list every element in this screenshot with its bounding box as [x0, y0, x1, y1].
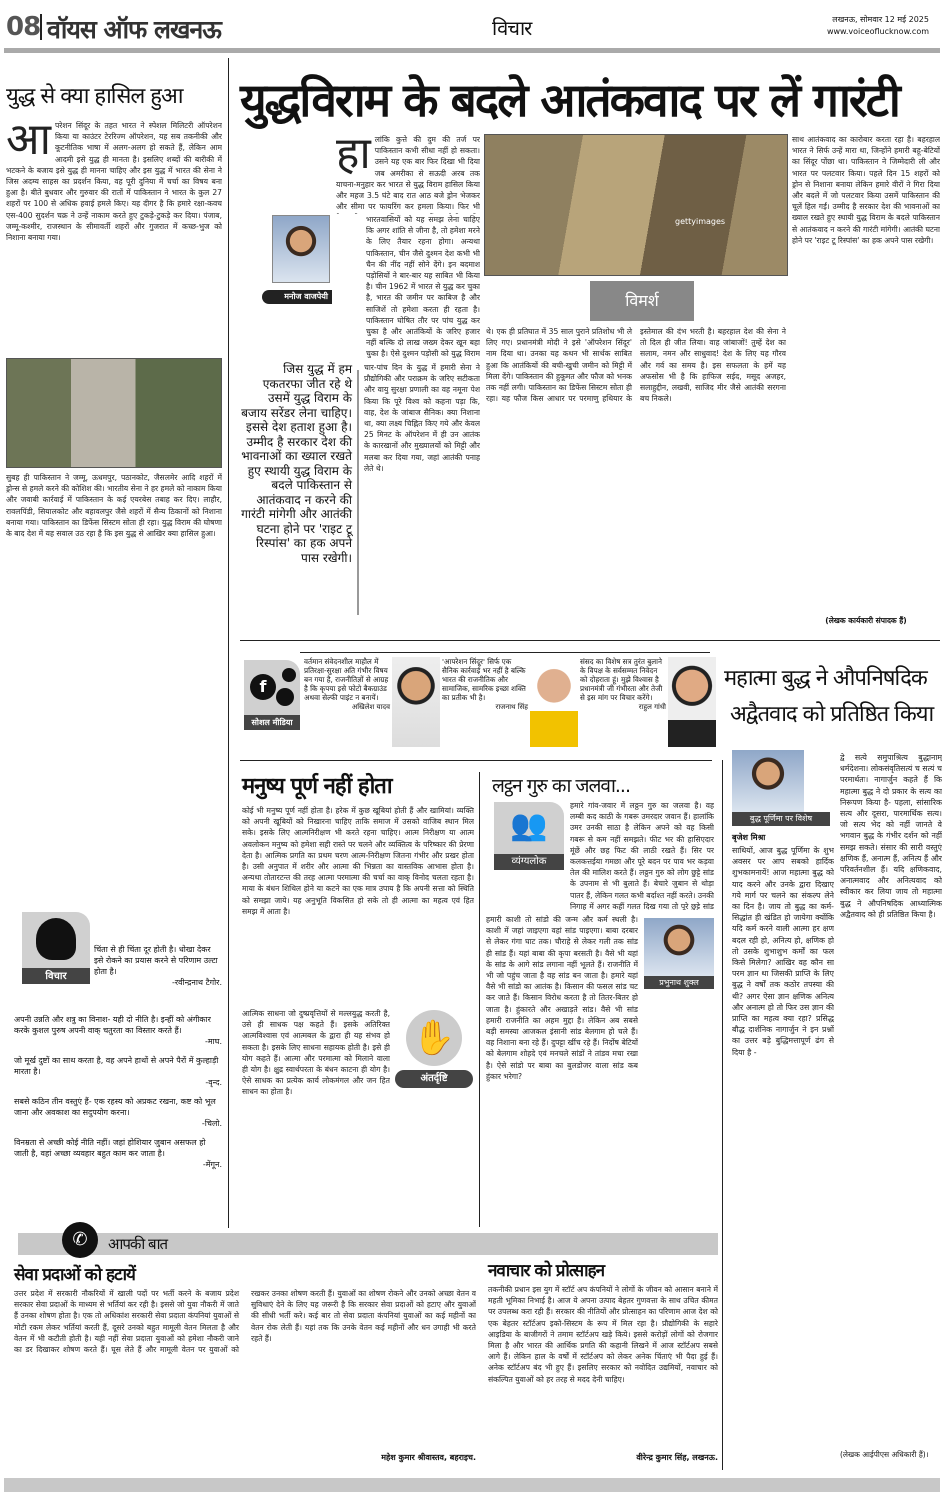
manushya-headline: मनुष्य पूर्ण नहीं होता [242, 774, 392, 799]
column-divider [479, 772, 480, 1227]
manushya-body-2: आत्मिक साधना जो दुष्प्रवृत्तियों से मल्लयुद्ध करती है, उसे ही साधक पक्ष कहते हैं। इसके अतिरिक्त आत्मविश्वास एवं आत्मबल के द्वारा ही यह संभव हो सकता है। इसके लिए साधना सहायक होती है। इसे ही योग कहते हैं। आत्मा और परमात्मा को मिलाने वाला ही योग है। क्षुद्र स्वार्थपरता के बंधन काटना ही योग है। ऐसे साधक का प्रत्येक कार्य लोकमंगल और जन हित साधन का होता है। [242, 1009, 390, 1097]
left-article-body-2: सुबह ही पाकिस्तान ने जम्मू, ऊधमपुर, पठानकोट, जैसलमेर आदि शहरों में ड्रोन्स से हमले करने की कोशिश की। भारतीय सेना ने हर हमले को नाकाम किया और जवाबी कार्रवाई में पाकिस्तान के कई एयरबेस तबाह कर दिए। लाहौर, रावलपिंडी, सियालकोट और बहावलपुर जैसे शहरों में सैन्य ठिकानों को निशाना बनाया गया। पाकिस्तान का डिफेंस सिस्टम सोता ही रहा। युद्ध विराम की घोषणा के बाद देश में यह सवाल उठ रहा है कि इस युद्ध से आखिर क्या हासिल हुआ। [6, 473, 222, 539]
rajnath-photo [530, 657, 578, 747]
main-headline: युद्धविराम के बदले आतंकवाद पर लें गारंटी [240, 73, 899, 127]
buddha-author-photo [732, 750, 804, 812]
buddha-headline-2: अद्वैतवाद को प्रतिष्ठित किया [730, 702, 934, 727]
social-icon-box [244, 660, 300, 730]
drop-cap: हा [336, 134, 371, 179]
lathan-body-2: हमारी काशी तो सांडो की जन्म और कर्म स्थली है। काशी में जहां जाइएगा वहां सांड पाइएगा। बाबा दरबार से लेकर गंगा घाट तक। चौराहे से लेकर गली तक सांड ही सांड हैं। यहां बाबा की कृपा बरसती है। वैसे भी यहां के सांड के आगे सांड लगाना नहीं भूलते हैं। राजनीति में भी जो पहुंच जाता है वह सांड बन जाता है। हमारे यहां वैसे भी सांडो का आतंक है। किसान की फसल सांड चट कर जाते हैं। किसान विरोध करता है तो तितर-बितर हो जाता है। हुंकारते और अखाड़ते सांड। वैसे भी सांड हमारी राजनीति का अहम मुद्दा है। लेकिन अब सबसे बड़ी समस्या आजकल इंसानी सांड बेलगाम हो चले हैं। वह निशाना बना रहे हैं। दुपट्टा खींच रहे हैं। निर्दोष बेटियों को बेलगाम शोहदे एवं मनचले सांडों ने तांडव मचा रखा है। ऐसे सांडो पर बाबा का बुलडोजर वाला सांड कब हुंकार भरेगा? [486, 915, 638, 1081]
footer-bar [4, 1478, 940, 1492]
whatsapp-icon [282, 668, 296, 682]
header-rule [4, 48, 940, 53]
facebook-icon: f [250, 674, 276, 700]
social-post-1-author: अखिलेश यादव [351, 703, 390, 711]
satire-label: व्यंग्यलोक [494, 854, 564, 870]
twitter-icon [276, 688, 294, 706]
insight-label: अंतर्दृष्टि [395, 1070, 473, 1088]
thought-icon-box [22, 912, 90, 984]
lathan-author-photo [644, 918, 714, 976]
insight-icon [395, 1010, 473, 1102]
letter-2-author: वीरेन्द्र कुमार सिंह, लखनऊ. [636, 1453, 718, 1462]
hamsa-hand-icon: ✋ [406, 1010, 462, 1066]
quote-divider [357, 370, 359, 615]
main-article-col-2: चार-पांच दिन के युद्ध में हमारी सेना ने प्रौद्योगिकी और पराक्रम के जरिए सटीकता और वायु सुरक्षा प्रणाली का वह नमूना पेश किया कि पूरे विश्व को कहना पड़ा कि, वाह, देश के जांबाज सैनिक। क्या निशाना था, क्या लक्ष्य चिह्नित किए गये और केवल 25 मिनट के ऑपरेशन में ही उन आतंक के कारखानों और मुख्यालयों को मिट्टी और मलबा कर दिया गया, जहां आतंकी पनाह लेते थे। [364, 363, 480, 473]
buddha-body-1: साथियों, आज बुद्ध पूर्णिमा के शुभ अवसर पर आप सबको हार्दिक शुभकामनायें! आज महात्मा बुद्ध को याद करने और उनके द्वारा दिखाए गये मार्ग पर चलने का संकल्प लेने का दिन है। जाय तो बुद्ध का कर्म-सिद्धांत ही खंडित हो जायेगा क्योंकि यदि कर्म करने वाली आत्मा हर क्षण बदल रही हो, अनित्य हो, क्षणिक हो तो उसके शुभाशुभ कर्मों का फल किसे मिलेगा? आखिर वह कौन सा परम ज्ञान था जिसकी प्राप्ति के लिए बुद्ध ने वर्षों तक कठोर तपस्या की थी? अगर ऐसा ज्ञान क्षणिक अनित्य और अनात्म हो तो फिर उस ज्ञान की प्राप्ति का महत्व क्या रहा? प्रसिद्ध बौद्ध दार्शनिक नागार्जुन ने इन प्रश्नों का उत्तर बड़े बुद्धिमत्तापूर्ण ढंग से दिया है - [732, 846, 834, 1057]
pull-quote: जिस युद्ध में हम एकतरफा जीत रहे थे उसमें युद्ध विराम के बजाय सरेंडर लेना चाहिए। इससे देश हताश हुआ है। उम्मीद है सरकार देश की भावनाओं का ख्याल रखते हुए स्थायी युद्ध विराम के बदले पाकिस्तान से आतंकवाद न करने की गारंटी मांगेगी और आतंकी घटना होने पर 'राइट टू रिस्पांस' का हक अपने पास रखेगी। [241, 362, 352, 565]
lathan-headline: लट्ठन गुरु का जलवा... [492, 775, 630, 797]
head-icon [36, 918, 76, 960]
press-briefing-photo [6, 358, 222, 468]
column-divider [228, 58, 229, 1228]
quote-3-author: -वृन्द. [205, 1078, 222, 1087]
social-post-2-author: राजनाथ सिंह [495, 703, 528, 711]
section-title: विचार [492, 16, 532, 40]
quote-4-author: -चिलो. [201, 1119, 222, 1128]
left-article-body: आपरेशन सिंदूर के तहत भारत ने स्पेशल मिलिटरी ऑपरेशन किया या काउंटर टेररिज्म ऑपरेशन, यह सब तकनीकी और कूटनीतिक भाषा में अलग-अलग हो सकते हैं, लेकिन आम आदमी इसे युद्ध ही मानता है। इसलिए शब्दों की बारीकी में भटकने के बजाय इसे युद्ध ही मानना चाहिए और इस युद्ध में भारत की सेना ने जिस अदम्य साहस का प्रदर्शन किया, वह पूरी दुनिया में चर्चा का विषय बना हुआ है। बीते बुधवार और गुरुवार की रातों में पाकिस्तान ने भारत के कुल 27 शहरों पर 100 से अधिक हवाई हमले किए। यह दीगर है कि हमारे रक्षा-कवच एस-400 सुदर्शन चक्र ने उन्हें नाकाम करते हुए टुकड़े-टुकड़े कर दिया। पंजाब, जम्मू-कश्मीर, राजस्थान के सीमावर्ती शहरों और गुजरात में कच्छ-भुज को निशाना बनाया गया। [6, 120, 222, 243]
manushya-body-1: कोई भी मनुष्य पूर्ण नहीं होता है। हरेक में कुछ खूबियां होती हैं और खामियां। व्यक्ति को अपनी खूबियों को निखारना चाहिए ताकि समाज में उसको वाजिब स्थान मिल सके। इसके लिए आत्मनिरीक्षण भी करते रहना चाहिए। आत्म निरीक्षण या आत्म अवलोकन मनुष्य को हमेशा सही रास्ते पर चलने और व्यक्तित्व के परिष्कार की प्रेरणा देता है। आत्मिक प्रगति का प्रथम चरण आत्म-निरीक्षण जितना गंभीर और प्रखर होता है। उसी अनुपात में शरीर और आत्मा की भिन्नता का वास्तविक आभास होता है। अन्यथा तोतारटन्त की तरह आत्मा परमात्मा की चर्चा का वाक् विनोद चलता रहता है। माया के बंधन शिथिल होने या कटने का एक मात्र उपाय है कि अपनी सत्ता को स्थिति को समझा जाये। यह अनुभूति विकसित हो सके तो ही आत्मा का महत्व एवं हित समझ में आता है। [242, 806, 474, 916]
buddha-note: (लेखक आईपीएस अधिकारी हैं)। [840, 1450, 929, 1459]
photo-credit: gettyimages [675, 217, 726, 226]
rahul-photo [668, 657, 716, 747]
your-say-label: आपकी बात [108, 1235, 168, 1253]
quote-4: सबसे कठिन तीन वस्तुएं हैं- एक रहस्य को अप्रकट रखना, कष्ट को भूल जाना और अवकाश का सदुपयोग करना। [14, 1097, 216, 1117]
social-post-3-author: राहुल गांधी [638, 703, 666, 711]
social-label: सोशल मीडिया [244, 715, 300, 730]
date: लखनऊ, सोमवार 12 मई 2025 [832, 15, 929, 24]
main-article-intro: हालांकि कुत्ते की दुम की तर्ज पर पाकिस्तान कभी सीधा नहीं हो सकता। उसने यह एक बार फिर दिखा भी दिया जब अमरीका से सऊदी अरब तक याचना-मनुहार कर भारत से युद्ध विराम हासिल किया और महज 3.5 घंटे बाद रात आठ बजे ड्रोन भेजकर और सीमा पर फायरिंग कर हमला किया। फिर भी [336, 134, 480, 212]
thought-label: विचार [22, 968, 90, 984]
quote-5-author: -मेंगून. [202, 1160, 222, 1169]
left-headline: युद्ध से क्या हासिल हुआ [6, 84, 183, 109]
website[interactable]: www.voiceoflucknow.com [826, 27, 929, 36]
lathan-author: प्रभुनाथ शुक्ल [644, 976, 714, 989]
social-post-1: वर्तमान संवेदनशील माहौल में प्रतिरक्षा-सुरक्षा अति गंभीर विषय बन गया है, राजनीतिज्ञों से आग्रह है कि कृपया इसे फोटो बैकग्राउंड अथवा सेल्फी पाइंट न बनायें। [304, 657, 389, 702]
buddha-author: बृजेश मिश्रा [732, 833, 766, 842]
masthead: वॉयस ऑफ लखनऊ [47, 15, 221, 44]
page-number: 08 [6, 12, 41, 42]
quote-1-author: -रवीन्द्रनाथ टैगोर. [172, 978, 222, 987]
buddha-caption: बुद्ध पूर्णिमा पर विशेष [732, 812, 830, 826]
letter-2-body: तकनीकी प्रधान इस युग में स्टॉर्ट अप कंपनियों ने लोगों के जीवन को आसान बनाने में महती भूमिका निभाई है। आज ये अपना उत्पाद बेहतर गुणवत्ता के साथ उचित कीमत पर उपलब्ध करा रही हैं। सरकार की नीतियों और प्रोत्साहन का परिणाम आज देश को एक बेहतर स्टॉर्टअप इको-सिस्टम के रूप में मिल रहा है। प्रौद्योगिकी के सहारे आइडिया के बाजीगरों ने तमाम स्टॉर्टअप खड़े किये। इससे करोड़ों लोगों को रोजगार मिला है और भारत की आर्थिक प्रगति की कहानी लिखने में आज स्टॉर्टअप सबसे आगे हैं। लेकिन हाल के वर्षों में स्टॉर्टअप को लेकर अनेक चिंताएं भी पैदा हुई हैं। अनेक स्टॉर्टअप बंद भी हुए हैं। इसलिए सरकार को नवोदित उद्यमियों, नवाचार को संकल्पित युवाओं को हर तरह से मदद देनी चाहिए। [488, 1285, 718, 1384]
letter-1-author: महेश कुमार श्रीवास्तव, बहराइच. [381, 1453, 476, 1462]
letter-1-headline: सेवा प्रदाओं को हटायें [14, 1265, 135, 1285]
main-article-col-5: साथ आतंकवाद का कारोबार करता रहा है। बहरहाल भारत ने सिर्फ उन्हें मारा था, जिन्होंने हमारी बहू-बेटियों का सिंदूर पोंछा था। पाकिस्तान ने जिम्मेदारी ली और भारत पर पलटवार किया। पहले दिन 15 शहरों को ड्रोन से निशाना बनाया लेकिन हमारे वीरों ने गिरा दिया और बदले में जो पलटवार किया उसमें पाकिस्तान की चूलें हिल गईं। उम्मीद है सरकार देश की भावनाओं का ख्याल रखते हुए स्थायी युद्ध विराम के बदले पाकिस्तान से आतंकवाद न करने की गारंटी मांगेगी। आतंकी घटना होने पर 'राइट टू रिस्पांस' का हक अपने पास रखेगी। [792, 135, 940, 245]
social-post-3: संसद का विशेष सत्र तुरंत बुलाने के विपक्ष के सर्वसम्मत निवेदन को दोहराता हूं। मुझे विश्वास है प्रधानमंत्री जी गंभीरता और तेजी से इस मांग पर विचार करेंगे। [580, 657, 663, 702]
satire-icon-box [494, 802, 564, 870]
letter-1-body: उत्तर प्रदेश में सरकारी नौकरियों में खाली पदों पर भर्ती करने के बजाय प्रदेश सरकार सेवा प्रदाओं के माध्यम से भर्तियां कर रही है। इससे जो युवा नौकरी में जाते हैं उनका शोषण होता है। एक तो अधिकांश सरकारी सेवा प्रदाता कंपनियां युवाओं से मोटी रकम लेकर भर्तियां करती हैं, दूसरे उनको बहुत मामूली वेतन मिलता है और वेतन में भी कटौती होती है। यही नहीं सेवा प्रदाता युवाओं को हमेशा नौकरी जाने का डर दिखाकर शोषण करते हैं। घूस लेते हैं और मामूली वेतन पर युवाओं को रखकर उनका शोषण करती हैं। युवाओं का शोषण रोकने और उनको अच्छा वेतन व सुविधाएं देने के लिए यह जरूरी है कि सरकार सेवा प्रदाओं को हटाए और युवाओं की सीधी भर्ती करे। कई बार तो सेवा प्रदाता कंपनियां युवाओं का कई महीनों का वेतन रोक लेती हैं। यहां तक कि उनके वेतन कई महीनों और धन उगाही भी करते रहते हैं। [14, 1289, 476, 1355]
vimarsh-box: विमर्श [590, 281, 694, 321]
divider [240, 640, 940, 641]
phone-icon: ✆ [62, 1222, 98, 1258]
lathan-body-1: हमारे गांव-जवार में लठ्ठन गुरु का जलवा है। वह लम्बी कद काठी के गबरू उमरदार जवान हैं। हालांकि उमर उनकी साठा है लेकिन अपने को वह किसी गबरू से कम नहीं समझते। फीट भर की हासिएदार मूंछें और छह फिट की लाठी रखते हैं। सिर पर कलकत्तईया गमछा और पूरे बदन पर पाव भर कड़वा तेल की मालिश करते हैं। लठ्ठन गुरु को लोग छुट्टे सांड के उपनाम से भी बुलाते हैं। बेचारे जुबान से थोड़ा पातर हैं, लेकिन गलत कभी बर्दाश्त नहीं करते। उनकी निगाह में अगर कहीं गलत दिख गया तो पूरे छुट्टे सांड [570, 801, 714, 910]
author-note: (लेखक कार्यकारी संपादक हैं) [825, 616, 907, 625]
buddha-body-2: द्वे सत्ये समुपाश्रित्य बुद्धानाम् धर्मदेशना। लोकसंवृतिसत्यं च सत्यं च परमार्थतः। नागार्जुन कहते हैं कि महात्मा बुद्ध ने दो प्रकार के सत्य का निरूपण किया है- पहला, सांसारिक सत्य और दूसरा, पारमार्थिक सत्य। जो सत्य भेद को नहीं जानते वे भगवान बुद्ध के गंभीर दर्शन को नहीं समझ सकते। संसार की सारी वस्तुएं क्षणिक हैं, अनात्म हैं, अनित्य हैं और परिवर्तनशील हैं। यदि क्षणिकवाद, अनात्मवाद और अनित्यवाद को स्वीकार कर लिया जाय तो महात्मा बुद्ध ने औपनिषदिक आध्यात्मिक अद्वैतवाद को ही प्रतिष्ठित किया है। [840, 753, 942, 919]
main-article-col-1: भारतवासियों को यह समझ लेना चाहिए कि अगर शांति से जीना है, तो हमेशा मरने के लिए तैयार रहना होगा। अन्यथा पाकिस्तान, चीन जैसे दुश्मन देश कभी भी चैन की नींद नहीं सोने देंगे। इन बदमाश पड़ोसियों ने बार-बार यह साबित भी किया है। चीन 1962 में भारत से युद्ध कर चुका है, भारत की जमीन पर काबिज है और साजिशें तो हमेशा करता ही रहता है। पाकिस्तान घोषित तौर पर पांच युद्ध कर चुका है और आतंकियों के जरिए हजार नहीं बल्कि दो लाख जख्म देकर खून बहा चुका है। ऐसे दुश्मन पड़ोसी को युद्ध विराम [366, 215, 480, 359]
column-divider [722, 760, 723, 1470]
quote-1: चिंता से ही चिंता दूर होती है। धोखा देकर इसे रोकने का प्रयास करने से परिणाम उल्टा होता है। [94, 945, 218, 976]
quote-5: विनम्रता से अच्छी कोई नीति नहीं। जहां होशियार जुबान असफल हो जाती है, वहां अच्छा व्यवहार बहुत काम कर जाता है। [14, 1138, 206, 1158]
quote-2-author: -माघ. [204, 1037, 222, 1046]
drop-cap: आ [6, 120, 51, 165]
speaker-audience-icon: 👥 [510, 808, 548, 843]
divider [40, 14, 42, 40]
author-photo [272, 215, 330, 283]
letter-2-headline: नवाचार को प्रोत्साहन [488, 1261, 605, 1281]
quote-3: जो मूर्ख दुष्टों का साथ करता है, वह अपने हाथों से अपने पैरों में कुल्हाड़ी मारता है। [14, 1056, 219, 1076]
social-post-2: 'आपरेशन सिंदूर' सिर्फ एक सैनिक कार्रवाई भर नहीं है बल्कि भारत की राजनीतिक और सामाजिक, सामरिक इच्छा शक्ति का प्रतीक भी है। [442, 657, 526, 702]
army-briefing-photo [484, 134, 788, 276]
akhilesh-photo [392, 657, 440, 747]
main-article-col-3-4: थे। एक ही प्रतिघात में 35 साल पुराने प्रतिशोध भी ले लिए गए। प्रधानमंत्री मोदी ने इसे 'ऑपरेशन सिंदूर' नाम दिया था। उनका यह कथन भी सार्थक साबित हुआ कि आतंकियों की बची-खुची जमीन को मिट्टी में मिला देंगे। पाकिस्तान की हुकूमत और फौज को भनक तक नहीं लगी। पाकिस्तान का डिफेंस सिस्टम सोता ही रहा। यह फौज किस आधार पर परमाणु हथियार के इस्तेमाल की दंभ भरती है। बहरहाल देश की सेना ने तो दिल ही जीत लिया। वाह जांबाजों! तुम्हें देश का सलाम, नमन और साधुवाद! देश के लिए यह गौरव और गर्व का समय है। इस सफलता के हमें यह अफसोस भी है कि हाफिज सईद, मसूद अजहर, सलाहुद्दीन, लखवी, साजिद मीर जैसे आतंकी सरगना बच निकले। [486, 327, 786, 404]
quote-2: अपनी उन्नति और शत्रु का विनाश- यही दो नीति है। इन्हीं को अंगीकार करके कुशल पुरुष अपनी वाक् चतुरता का विस्तार करते हैं। [14, 1015, 211, 1035]
divider [300, 652, 710, 653]
author-name-tag: मनोज वाजपेयी [262, 290, 332, 304]
divider [240, 760, 712, 761]
buddha-headline-1: महात्मा बुद्ध ने औपनिषदिक [724, 666, 927, 691]
